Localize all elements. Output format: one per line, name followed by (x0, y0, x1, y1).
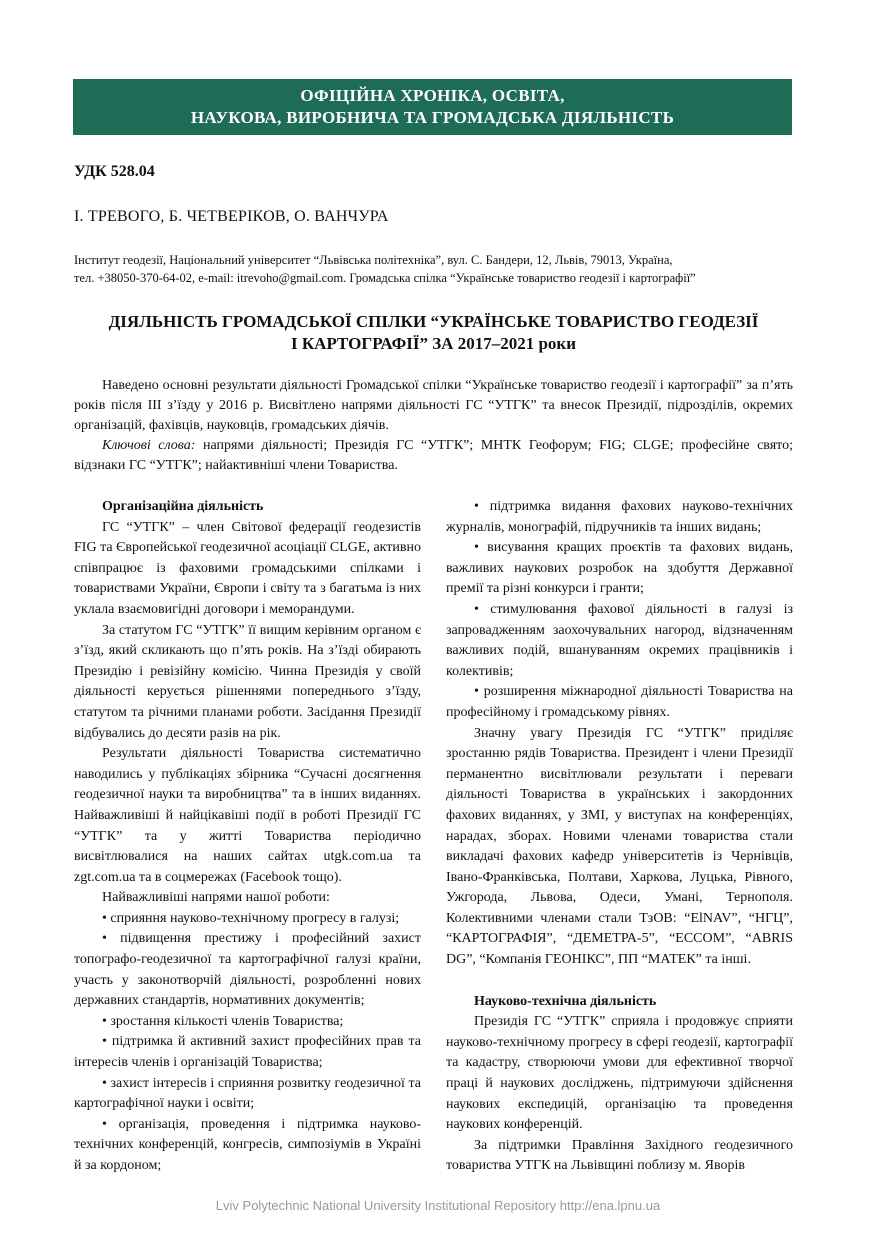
article-title (74, 311, 793, 355)
keywords-list: напрями діяльності; Президія ГС “УТГК”; МНТК Геофорум; FIG; CLGE; професійне свято; відзнаки ГС “УТГК”; найактивніші члени Товариства. (74, 438, 793, 473)
paragraph: Президія ГС “УТГК” сприяла і продовжує сприяти науково-технічному прогресу в сфері геодезії, картографії та кадастру, створюючи умови для ефективної творчої праці й наукових досліджень, підтримуючи здійснення наукових експедицій, організацію та проведення наукових конференцій. (446, 1014, 793, 1133)
bullet-item: • висування кращих проєктів та фахових видань, важливих наукових розробок на здобуття Державної премії та різні конкурси і гранти; (446, 540, 793, 597)
paragraph: Результати діяльності Товариства систематично наводились у публікаціях збірника “Сучасні досягнення геодезичної науки та виробництва” та в інших виданнях. Найважливіші й найцікавіші події в роботі Президії ГС “УТГК” та у житті Товариства періодично висвітлювалися на наших сайтах utgk.com.ua та zgt.com.ua та в соцмережах (Facebook тощо). (74, 746, 421, 885)
keywords-label: Ключові слова: (102, 438, 196, 453)
bullet-item: • організація, проведення і підтримка науково-технічних конференцій, конгресів, симпозіумів в Україні й за кордоном; (74, 1116, 421, 1173)
repository-footer: Lviv Polytechnic National University Institutional Repository http://ena.lpnu.ua (215, 1198, 661, 1213)
bullet-item: • підтримка й активний захист професійних прав та інтересів членів і організацій Товариства; (74, 1034, 421, 1071)
bullet-item: • підвищення престижу і професійний захист топографо-геодезичної та картографічної галузі країни, участь у законотворчій діяльності, розробленні нових державних стандартів, нормативних документів; (74, 931, 421, 1009)
paragraph: За підтримки Правління Західного геодезичного товариства УТГК на Львівщині поблизу м. Яворів (446, 1137, 793, 1174)
title-line-2: І КАРТОГРАФІЇ” ЗА 2017–2021 роки (290, 334, 576, 353)
banner-line-1: ОФІЦІЙНА ХРОНІКА, ОСВІТА, (300, 86, 565, 105)
section-banner (73, 79, 792, 135)
left-column (74, 497, 421, 1177)
udc-code: УДК 528.04 (74, 163, 155, 180)
keywords (74, 436, 793, 476)
paragraph: Найважливіші напрями нашої роботи: (102, 890, 330, 906)
bullet-item: • стимулювання фахової діяльності в галузі із запровадженням заохочувальних нагород, відзначенням важливих подій, вшануванням окремих працівників і колективів; (446, 601, 793, 679)
title-line-1: ДІЯЛЬНІСТЬ ГРОМАДСЬКОЇ СПІЛКИ “УКРАЇНСЬКЕ ТОВАРИСТВО ГЕОДЕЗІЇ (108, 312, 759, 331)
spacer (446, 971, 793, 992)
affiliation-line-2: тел. +38050-370-64-02, e-mail: itrevoho@gmail.com. Громадська спілка “Українське товариство геодезії і картографії” (74, 271, 696, 285)
authors: І. ТРЕВОГО, Б. ЧЕТВЕРІКОВ, О. ВАНЧУРА (74, 208, 389, 225)
affiliation-line-1: Інститут геодезії, Національний університет “Львівська політехніка”, вул. С. Бандери, 12, Львів, 79013, Україна, (74, 253, 673, 267)
affiliation (74, 251, 793, 287)
banner-line-2: НАУКОВА, ВИРОБНИЧА ТА ГРОМАДСЬКА ДІЯЛЬНІСТЬ (190, 108, 675, 127)
paragraph: За статутом ГС “УТГК” її вищим керівним органом є з’їзд, який скликають що п’ять років. На з’їзді обирають Президію і ревізійну комісію. Чинна Президія у своїй діяльності керується рішеннями попереднього з’їзду, статутом та річними планами роботи. Засідання Президії відбувались до десяти разів на рік. (74, 622, 421, 741)
bullet-item: • захист інтересів і сприяння розвитку геодезичної та картографічної науки і освіти; (74, 1075, 421, 1112)
heading-scientific: Науково-технічна діяльність (474, 993, 657, 1009)
bullet-item: • зростання кількості членів Товариства; (102, 1013, 344, 1029)
paragraph: Значну увагу Президія ГС “УТГК” приділяє зростанню рядів Товариства. Президент і члени Президії перманентно висвітлювали результати і переваги діяльності Товариства в українських і закордонних фахових виданнях, у ЗМІ, у виступах на конференціях, нарадах, зборах. Новими членами товариства стали викладачі фахових кафедр університетів із Чернівців, Івано-Франківська, Полтави, Харкова, Луцька, Рівного, Ужгорода, Львова, Одеси, Умані, Тернополя. Колективними членами стали ТзОВ: “ElNAV”, “НГЦ”, “КАРТОГРАФІЯ”, “ДЕМЕТРА-5”, “ECCOM”, “ABRIS DG”, “Компанія ГЕОНІКС”, ПП “МАТЕК” та інші. (446, 725, 793, 968)
paragraph: ГС “УТГК” – член Світової федерації геодезистів FIG та Європейської геодезичної асоціації CLGE, активно співпрацює із фаховими громадськими спілками і товариствами України, Європи і світу та з багатьма із них уклала взаємовигідні договори і меморандуми. (74, 519, 421, 617)
heading-organizational: Організаційна діяльність (102, 499, 264, 514)
bullet-item: • розширення міжнародної діяльності Товариства на професійному і громадському рівнях. (446, 684, 793, 720)
abstract-text: Наведено основні результати діяльності Громадської спілки “Українське товариство геодезії і картографії” за п’ять років після ІІІ з’їзду у 2016 р. Висвітлено напрями діяльності ГС “УТГК” та внесок Президії, підрозділів, окремих організацій, фахівців, науковців, громадських діячів. (74, 378, 793, 433)
bullet-item: • підтримка видання фахових науково-технічних журналів, монографій, підручників та інших видань; (446, 499, 793, 535)
right-column (446, 497, 793, 1177)
abstract (74, 376, 793, 476)
bullet-item: • сприяння науково-технічному прогресу в галузі; (102, 910, 400, 926)
